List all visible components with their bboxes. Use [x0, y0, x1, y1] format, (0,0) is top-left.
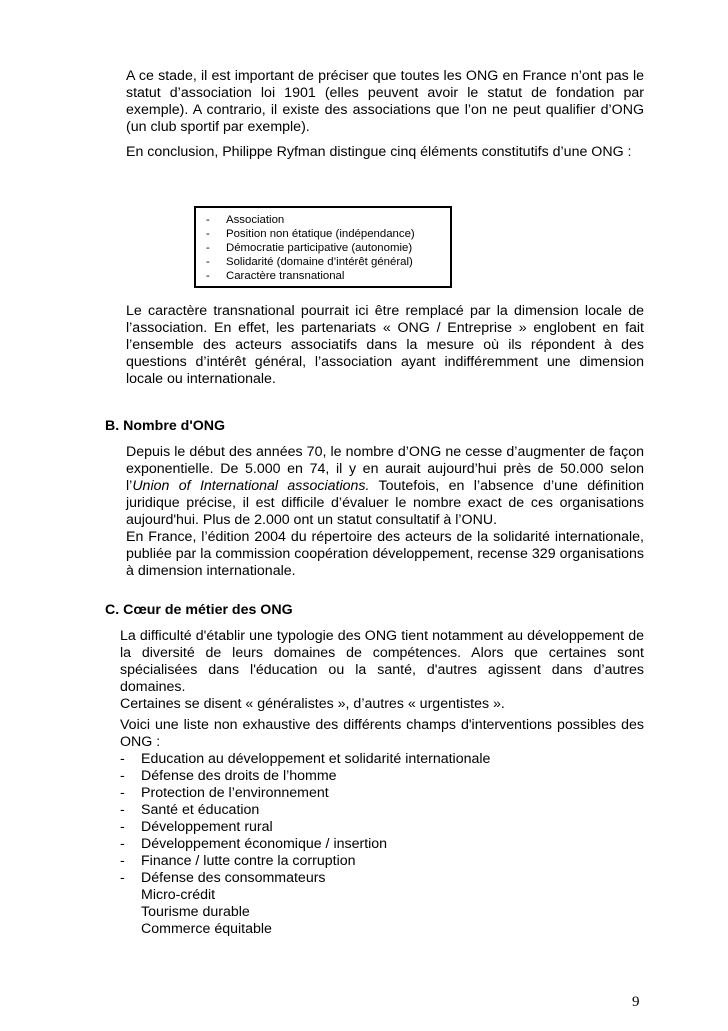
- list-item: - Défense des droits de l’homme: [120, 768, 337, 784]
- box-item: - Démocratie participative (autonomie): [206, 242, 413, 254]
- union-name: Union of International associations.: [132, 478, 370, 494]
- list-item: - Protection de l’environnement: [120, 785, 329, 801]
- section-c-paragraph-1: La difficulté d'établir une typologie des ONG tient notamment au développement de la diversité de leurs domaines de compétences. Alors que certaines sont spécialisées dans l'éducation ou la santé, d'autres agissent dans d’autres domaines.: [120, 628, 644, 695]
- sub-item: Commerce équitable: [141, 921, 272, 937]
- section-b-paragraph-1: Depuis le début des années 70, le nombre d’ONG ne cesse d’augmenter de façon exponentielle. De 5.000 en 74, il y en aurait aujourd’hui près de 50.000 selon l’Union of International associations. Toutefois, en l’absence d’une définition juridique précise, il est difficile d’évaluer le nombre exact de ces organisations aujourd'hui. Plus de 2.000 ont un statut consultatif à l’ONU.: [126, 444, 644, 528]
- intro-section: [126, 68, 644, 161]
- section-c-paragraph-3: Voici une liste non exhaustive des différents champs d'interventions possibles des ONG :: [120, 717, 644, 750]
- section-c: [120, 628, 644, 938]
- section-c-paragraph-2: Certaines se disent « généralistes », d’autres « urgentistes ».: [120, 696, 505, 712]
- intro-paragraph-2: En conclusion, Philippe Ryfman distingue cinq éléments constitutifs d’une ONG :: [126, 144, 632, 160]
- list-item: - Défense des consommateurs: [120, 870, 326, 886]
- box-item: - Position non étatique (indépendance): [206, 228, 415, 240]
- after-box-paragraph: Le caractère transnational pourrait ici être remplacé par la dimension locale de l’association. En effet, les partenariats « ONG / Entreprise » englobent en fait l’ensemble des acteurs associatifs dans la mesure où ils répondent à des questions d’intérêt général, l’association ayant indifféremment une dimension locale ou internationale.: [126, 303, 644, 387]
- section-b-paragraph-2: En France, l’édition 2004 du répertoire des acteurs de la solidarité internationale, publiée par la commission coopération développement, recense 329 organisations à dimension internationale.: [126, 529, 644, 579]
- section-c-heading: C. Cœur de métier des ONG: [105, 602, 293, 618]
- intervention-list: [120, 751, 644, 887]
- intro-paragraph-1: A ce stade, il est important de préciser que toutes les ONG en France n’ont pas le statut d’association loi 1901 (elles peuvent avoir le statut de fondation par exemple). A contrario, il existe des associations que l’on ne peut qualifier d’ONG (un club sportif par exemple).: [126, 68, 644, 135]
- elements-box: [194, 206, 452, 288]
- list-item: - Finance / lutte contre la corruption: [120, 853, 356, 869]
- page-number: 9: [632, 994, 640, 1010]
- section-b-heading: B. Nombre d'ONG: [105, 418, 226, 434]
- box-item: - Solidarité (domaine d’intérêt général): [206, 256, 413, 268]
- box-item: - Association: [206, 214, 285, 226]
- sub-item: Tourisme durable: [141, 904, 250, 920]
- list-item: - Développement économique / insertion: [120, 836, 388, 852]
- section-b: [126, 444, 644, 580]
- box-item: - Caractère transnational: [206, 270, 345, 282]
- list-item: - Education au développement et solidarité internationale: [120, 751, 491, 767]
- sub-item: Micro-crédit: [141, 887, 216, 903]
- list-item: - Développement rural: [120, 819, 273, 835]
- after-box-section: [126, 303, 644, 388]
- list-item: - Santé et éducation: [120, 802, 260, 818]
